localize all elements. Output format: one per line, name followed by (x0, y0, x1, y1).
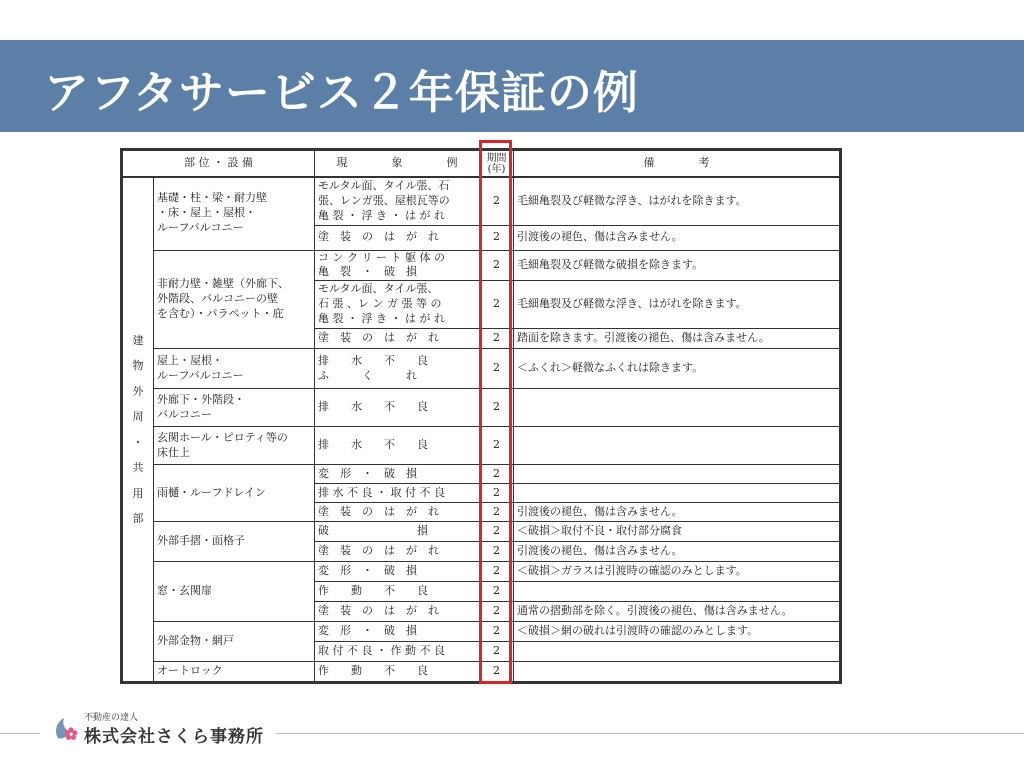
remarks-cell: 通常の摺動部を除く。引渡後の褪色、傷は含みません。 (514, 602, 840, 622)
phenomenon-cell: 変 形 ・ 破 損 (315, 562, 480, 582)
phenomenon-cell: モルタル面、タイル張、石 張、レンガ張、屋根瓦等の 亀 裂 ・ 浮 き ・ は が れ (315, 177, 480, 225)
period-cell: 2 (480, 177, 514, 225)
category-cell (123, 177, 154, 682)
part-cell: 屋上・屋根・ ルーフバルコニー (154, 349, 315, 389)
period-cell: 2 (480, 562, 514, 582)
category-char: 外 (132, 384, 144, 398)
remarks-cell: ＜破損＞ガラスは引渡時の確認のみとします。 (514, 562, 840, 582)
period-cell: 2 (480, 503, 514, 522)
remarks-cell: ＜破損＞取付不良・取付部分腐食 (514, 522, 840, 542)
remarks-cell: ＜破損＞網の破れは引渡時の確認のみとします。 (514, 622, 840, 642)
part-cell: 雨樋・ルーフドレイン (154, 465, 315, 522)
remarks-cell: 引渡後の褪色、傷は含みません。 (514, 225, 840, 250)
phenomenon-cell: 塗 装 の は が れ (315, 602, 480, 622)
period-cell: 2 (480, 389, 514, 427)
part-cell: 外部金物・網戸 (154, 622, 315, 662)
phenomenon-cell: 排 水 不 良 ・ 取 付 不 良 (315, 484, 480, 503)
period-cell: 2 (480, 542, 514, 562)
phenomenon-cell: 塗 装 の は が れ (315, 542, 480, 562)
remarks-cell: 引渡後の褪色、傷は含みません。 (514, 542, 840, 562)
period-cell: 2 (480, 642, 514, 662)
sakura-icon (52, 714, 80, 742)
category-char: 用 (132, 486, 144, 500)
phenomenon-cell: 取 付 不 良 ・ 作 動 不 良 (315, 642, 480, 662)
period-cell: 2 (480, 622, 514, 642)
remarks-cell (514, 662, 840, 682)
category-char: 共 (132, 461, 144, 475)
remarks-cell: 毛細亀裂及び軽微な浮き、はがれを除きます。 (514, 177, 840, 225)
period-cell: 2 (480, 465, 514, 484)
period-cell: 2 (480, 602, 514, 622)
header-part: 部 位 ・ 設 備 (123, 151, 315, 178)
remarks-cell: ＜ふくれ＞軽微なふくれは除きます。 (514, 349, 840, 389)
remarks-cell (514, 642, 840, 662)
phenomenon-cell: 排 水 不 良 (315, 389, 480, 427)
phenomenon-cell: 排 水 不 良 ふ く れ (315, 349, 480, 389)
part-cell: 外部手摺・面格子 (154, 522, 315, 562)
category-char: 物 (132, 359, 144, 373)
phenomenon-cell: 塗 装 の は が れ (315, 503, 480, 522)
period-cell: 2 (480, 281, 514, 329)
period-cell: 2 (480, 484, 514, 503)
phenomenon-cell: 変 形 ・ 破 損 (315, 622, 480, 642)
category-char: ・ (132, 435, 144, 449)
remarks-cell: 引渡後の褪色、傷は含みません。 (514, 503, 840, 522)
remarks-cell (514, 389, 840, 427)
header-phenomenon: 現 象 例 (315, 151, 480, 178)
footer-divider (276, 733, 1024, 734)
part-cell: 窓・玄関扉 (154, 562, 315, 622)
remarks-cell: 踏面を除きます。引渡後の褪色、傷は含みません。 (514, 329, 840, 349)
phenomenon-cell: モルタル面、タイル張、 石 張 、レ ン ガ 張 等 の 亀 裂 ・ 浮 き ・ は が れ (315, 281, 480, 329)
remarks-cell (514, 484, 840, 503)
phenomenon-cell: 変 形 ・ 破 損 (315, 465, 480, 484)
remarks-cell (514, 465, 840, 484)
logo-tagline: 不動産の達人 (84, 713, 139, 723)
phenomenon-cell: 塗 装 の は が れ (315, 225, 480, 250)
period-cell: 2 (480, 427, 514, 465)
period-cell: 2 (480, 225, 514, 250)
period-cell: 2 (480, 582, 514, 602)
part-cell: 非耐力壁・雑壁（外廊下、 外階段、バルコニーの壁 を含む）・パラペット・庇 (154, 250, 315, 349)
phenomenon-cell: 塗 装 の は が れ (315, 329, 480, 349)
part-cell: 外廊下・外階段・ バルコニー (154, 389, 315, 427)
part-cell: 基礎・柱・梁・耐力壁 ・床・屋上・屋根・ ルーフバルコニー (154, 177, 315, 250)
header-remarks: 備 考 (514, 151, 840, 178)
period-cell: 2 (480, 250, 514, 281)
phenomenon-cell: 排 水 不 良 (315, 427, 480, 465)
category-char: 周 (132, 410, 144, 424)
phenomenon-cell: コ ン ク リ ー ト 躯 体 の 亀 裂 ・ 破 損 (315, 250, 480, 281)
part-cell: 玄関ホール・ピロティ等の 床仕上 (154, 427, 315, 465)
remarks-cell (514, 582, 840, 602)
period-cell: 2 (480, 329, 514, 349)
footer-divider (0, 733, 40, 734)
company-logo (52, 710, 274, 746)
logo-company-name: 株式会社さくら事務所 (84, 727, 264, 747)
period-column-highlight (479, 140, 512, 684)
header-period: 期間 (年) (480, 151, 514, 178)
remarks-cell: 毛細亀裂及び軽微な破損を除きます。 (514, 250, 840, 281)
remarks-cell: 毛細亀裂及び軽微な浮き、はがれを除きます。 (514, 281, 840, 329)
category-char: 建 (132, 333, 144, 347)
remarks-cell (514, 427, 840, 465)
period-cell: 2 (480, 522, 514, 542)
period-cell: 2 (480, 349, 514, 389)
phenomenon-cell: 作 動 不 良 (315, 662, 480, 682)
phenomenon-cell: 破 損 (315, 522, 480, 542)
part-cell: オートロック (154, 662, 315, 682)
category-char: 部 (132, 512, 144, 526)
slide-title: アフタサービス２年保証の例 (44, 66, 639, 119)
period-cell: 2 (480, 662, 514, 682)
phenomenon-cell: 作 動 不 良 (315, 582, 480, 602)
